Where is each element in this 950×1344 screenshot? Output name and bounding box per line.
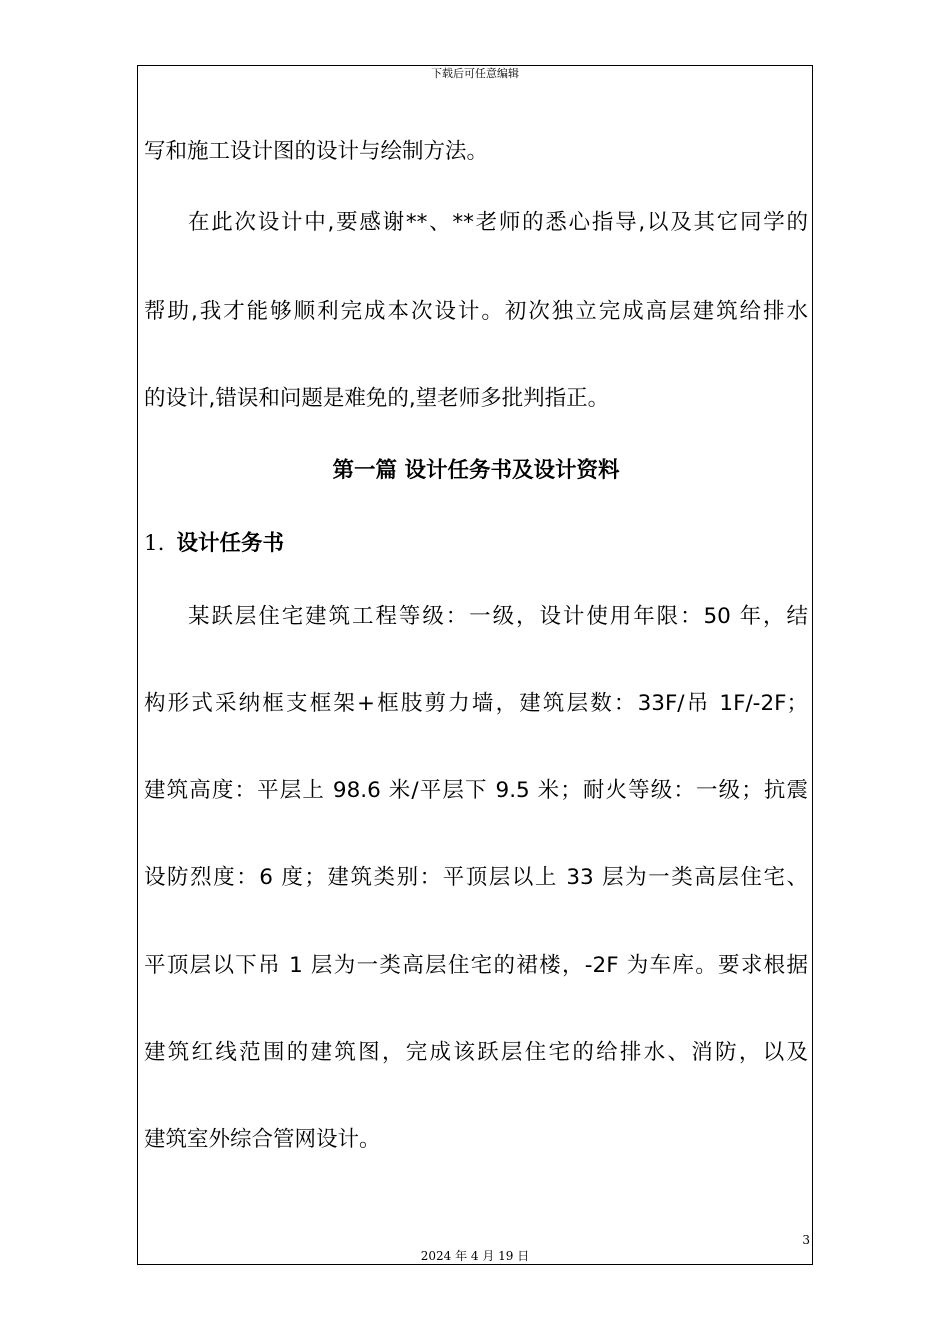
- page-number: 3: [802, 1233, 810, 1247]
- paragraph-line-7: 建筑室外综合管网设计。: [144, 1127, 381, 1152]
- body-line-1: 写和施工设计图的设计与绘制方法。: [144, 139, 489, 164]
- body-line-4: 的设计,错误和问题是难免的,望老师多批判指正。: [144, 386, 610, 411]
- subsection-title: 设计任务书: [176, 531, 285, 556]
- page-border: [137, 65, 813, 1265]
- section-title: 第一篇 设计任务书及设计资料: [332, 458, 620, 483]
- paragraph-line-6: 建筑红线范围的建筑图，完成该跃层住宅的给排水、消防，以及: [144, 1040, 808, 1065]
- body-line-3: 帮助,我才能够顺利完成本次设计。初次独立完成高层建筑给排水: [144, 299, 808, 324]
- page-date: 2024 年 4 月 19 日: [420, 1249, 530, 1263]
- body-line-2: 在此次设计中,要感谢**、**老师的悉心指导,以及其它同学的: [188, 210, 808, 235]
- paragraph-line-3: 建筑高度：平层上 98.6 米/平层下 9.5 米；耐火等级：一级；抗震: [144, 778, 808, 803]
- paragraph-line-5: 平顶层以下吊 1 层为一类高层住宅的裙楼，-2F 为车库。要求根据: [144, 953, 808, 978]
- page-header: 下载后可任意编辑: [431, 67, 519, 80]
- paragraph-line-4: 设防烈度：6 度；建筑类别：平顶层以上 33 层为一类高层住宅、: [144, 865, 808, 890]
- paragraph-line-2: 构形式采纳框支框架+框肢剪力墙，建筑层数：33F/吊 1F/-2F；: [144, 691, 808, 716]
- subsection-heading: [144, 529, 284, 559]
- paragraph-line-1: 某跃层住宅建筑工程等级：一级，设计使用年限：50 年，结: [188, 604, 808, 629]
- subsection-number: 1.: [144, 531, 165, 556]
